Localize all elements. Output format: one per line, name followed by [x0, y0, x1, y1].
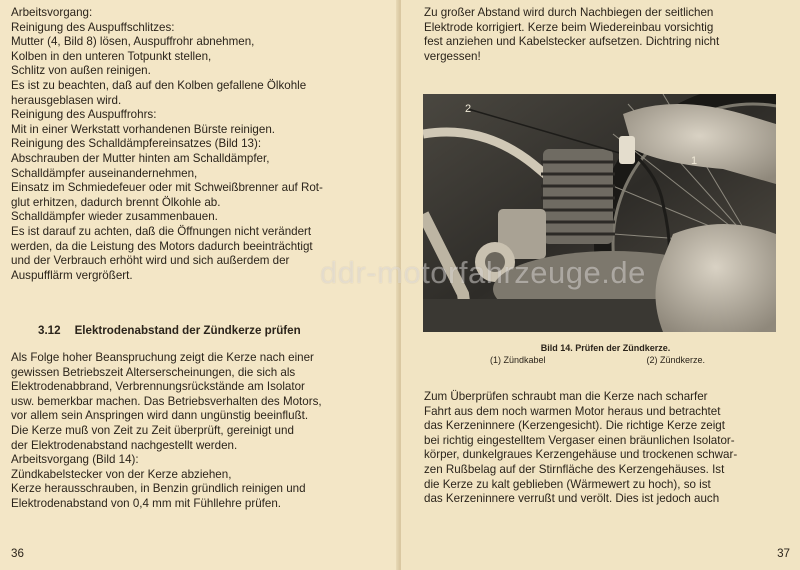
text-line: Elektrode korrigiert. Kerze beim Wiedereinbau vorsichtig [424, 20, 714, 34]
text-line: Einsatz im Schmiedefeuer oder mit Schweißbrenner auf Rot- [11, 181, 323, 195]
text-line: Zu großer Abstand wird durch Nachbiegen der seitlichen [424, 6, 714, 19]
caption-title: Bild 14. Prüfen der Zündkerze. [540, 343, 671, 353]
text-line: glut erhitzen, dadurch brennt Ölkohle ab. [11, 195, 221, 209]
photo-spark-plug-check [423, 94, 776, 332]
text-line: Reinigung des Schalldämpfereinsatzes (Bild 13): [11, 137, 262, 151]
photo-label-1: 1 [691, 155, 698, 167]
right-top-text [424, 6, 779, 64]
page-number-right: 37 [777, 547, 790, 560]
text-line: Schlitz von außen reinigen. [11, 64, 151, 78]
text-line: Auspufflärm vergrößert. [11, 268, 133, 282]
text-line: vergessen! [424, 49, 481, 63]
right-bottom-text [424, 390, 779, 507]
caption-items [490, 354, 705, 366]
caption-item-1: (1) Zündkabel [490, 355, 546, 365]
text-line: Als Folge hoher Beanspruchung zeigt die Kerze nach einer [11, 351, 314, 364]
text-line: die Kerze zu kalt geblieben (Wärmewert zu hoch), so ist [424, 477, 711, 491]
text-line: Fahrt aus dem noch warmen Motor heraus und betrachtet [424, 404, 721, 418]
text-line: Arbeitsvorgang (Bild 14): [11, 453, 139, 467]
text-line: der Elektrodenabstand nachgestellt werden. [11, 438, 238, 452]
photo-label-2: 2 [465, 103, 472, 115]
text-line: vor allem sein Anspringen wird dann ungünstig beeinflußt. [11, 409, 309, 423]
text-line: das Kerzeninnere verrußt und verölt. Dies ist jedoch auch [424, 492, 720, 506]
page-number-left: 36 [11, 547, 24, 560]
text-line: Es ist zu beachten, daß auf den Kolben gefallene Ölkohle [11, 78, 307, 92]
text-line: bei richtig eingestelltem Vergaser einen bräunlichen Isolator- [424, 433, 735, 447]
section-number: 3.12 [38, 324, 61, 337]
left-top-text [11, 6, 373, 283]
text-line: Arbeitsvorgang: [11, 6, 93, 19]
text-line: Die Kerze muß von Zeit zu Zeit überprüft, gereinigt und [11, 423, 294, 437]
text-line: Schalldämpfer wieder zusammenbauen. [11, 210, 218, 224]
text-line: gewissen Betriebszeit Alterserscheinungen, die sich als [11, 365, 296, 379]
text-line: zen Rußbelag auf der Stirnfläche des Kerzengehäuses. Ist [424, 462, 725, 476]
text-line: werden, da die Leistung des Motors dadurch beeinträchtigt [11, 239, 313, 253]
text-line: fest anziehen und Kabelstecker aufsetzen. Dichtring nicht [424, 35, 720, 49]
text-line: Abschrauben der Mutter hinten am Schalldämpfer, [11, 151, 270, 165]
text-line: Es ist darauf zu achten, daß die Öffnungen nicht verändert [11, 224, 312, 238]
text-line: Reinigung des Auspuffrohrs: [11, 108, 157, 122]
text-line: Elektrodenabbrand, Verbrennungsrückstände am Isolator [11, 380, 305, 394]
text-line: Kerze herausschrauben, in Benzin gründlich reinigen und [11, 482, 306, 496]
caption-item-2: (2) Zündkerze. [646, 355, 705, 365]
left-bottom-text [11, 351, 373, 512]
watermark: ddr-motorfahrzeuge.de [320, 255, 646, 290]
text-line: Elektrodenabstand von 0,4 mm mit Fühllehre prüfen. [11, 496, 282, 510]
text-line: Mit in einer Werkstatt vorhandenen Bürste reinigen. [11, 122, 276, 136]
text-line: herausgeblasen wird. [11, 93, 122, 107]
section-heading [38, 324, 301, 337]
photo-illustration [423, 94, 776, 332]
text-line: Zum Überprüfen schraubt man die Kerze nach scharfer [424, 390, 708, 403]
text-line: usw. bemerkbar machen. Das Betriebsverhalten des Motors, [11, 394, 322, 408]
text-line: Zündkabelstecker von der Kerze abziehen, [11, 467, 232, 481]
text-line: Reinigung des Auspuffschlitzes: [11, 20, 175, 34]
text-line: Schalldämpfer auseinandernehmen, [11, 166, 198, 180]
text-line: körper, dunkelgraues Kerzengehäuse und trockenen schwar- [424, 448, 738, 462]
text-line: Mutter (4, Bild 8) lösen, Auspuffrohr abnehmen, [11, 35, 255, 49]
figure-caption [401, 342, 800, 366]
text-line: Kolben in den unteren Totpunkt stellen, [11, 49, 212, 63]
section-title: Elektrodenabstand der Zündkerze prüfen [74, 324, 301, 337]
text-line: und der Verbrauch erhöht wird und sich außerdem der [11, 254, 290, 268]
text-line: das Kerzeninnere (Kerzengesicht). Die richtige Kerze zeigt [424, 419, 725, 433]
